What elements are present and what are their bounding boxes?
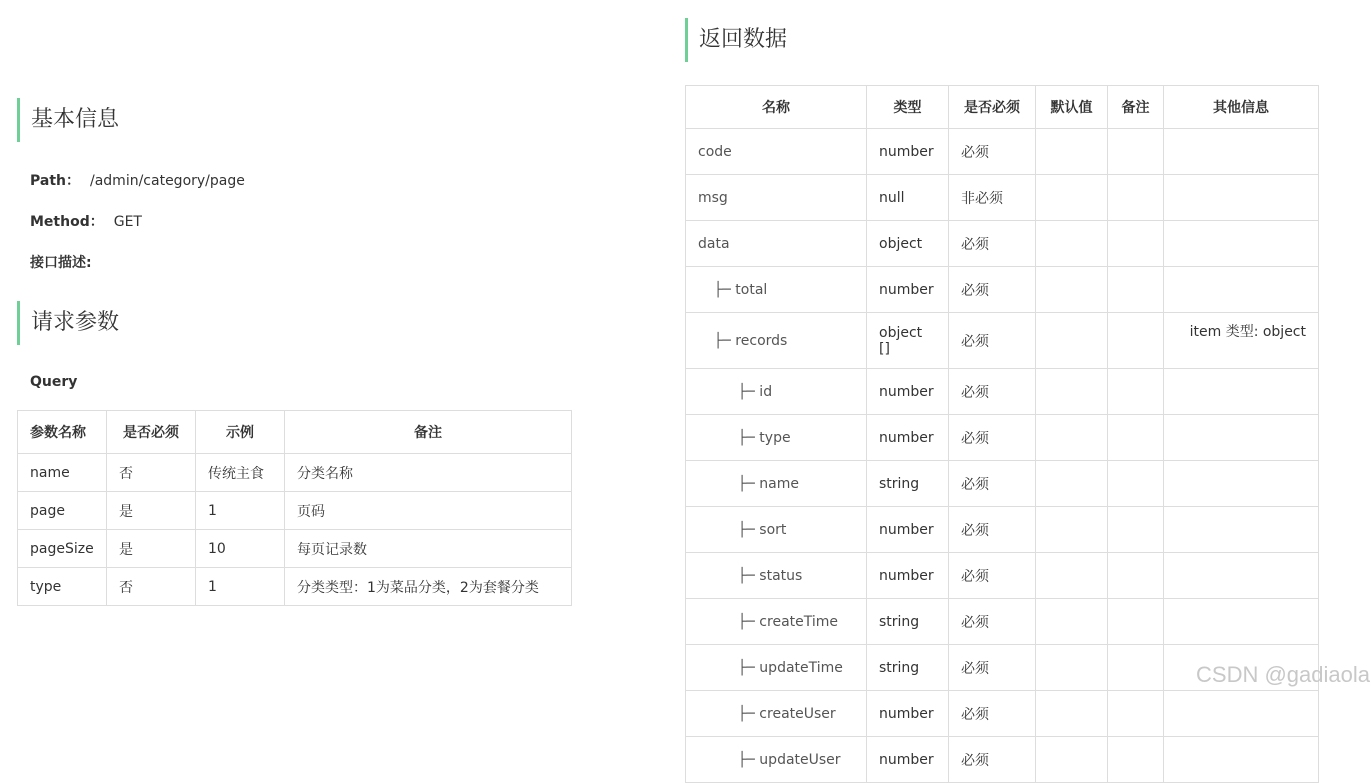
path-row [30, 171, 245, 191]
table-row [686, 461, 1319, 507]
table-cell [1164, 599, 1319, 645]
column-header: 默认值 [1036, 86, 1108, 129]
table-cell: null [867, 175, 949, 221]
table-cell [1036, 461, 1108, 507]
table-cell [1108, 645, 1164, 691]
table-cell: 否 [107, 454, 196, 492]
table-cell [1036, 645, 1108, 691]
table-cell: ├─ total [686, 267, 867, 313]
table-row [686, 507, 1319, 553]
table-cell [1108, 461, 1164, 507]
table-row [686, 221, 1319, 267]
table-cell: 每页记录数 [285, 530, 572, 568]
table-header-row [18, 411, 572, 454]
table-cell [1164, 415, 1319, 461]
table-cell [1108, 599, 1164, 645]
table-cell: 必须 [949, 129, 1036, 175]
table-row [18, 454, 572, 492]
table-cell [1164, 691, 1319, 737]
table-cell [1108, 267, 1164, 313]
table-cell [1036, 553, 1108, 599]
method-value: GET [113, 214, 142, 230]
table-cell: ├─ name [686, 461, 867, 507]
table-cell: ├─ id [686, 369, 867, 415]
method-row [30, 212, 142, 232]
table-cell: 必须 [949, 461, 1036, 507]
watermark: CSDN @gadiaola [1196, 662, 1370, 687]
table-cell [1164, 507, 1319, 553]
table-cell: ├─ status [686, 553, 867, 599]
table-cell: 必须 [949, 691, 1036, 737]
column-header: 是否必须 [107, 411, 196, 454]
table-cell: ├─ updateTime [686, 645, 867, 691]
path-value: /admin/category/page [90, 173, 245, 189]
table-cell: 必须 [949, 507, 1036, 553]
table-cell: 必须 [949, 369, 1036, 415]
table-cell [1164, 369, 1319, 415]
query-params-table [17, 410, 572, 606]
table-cell: number [867, 691, 949, 737]
column-header: 名称 [686, 86, 867, 129]
column-header: 其他信息 [1164, 86, 1319, 129]
table-row [686, 129, 1319, 175]
table-cell: 必须 [949, 645, 1036, 691]
table-cell [1108, 369, 1164, 415]
request-params-title: 请求参数 [17, 301, 119, 345]
table-cell [1108, 415, 1164, 461]
table-cell [1164, 461, 1319, 507]
table-row [686, 415, 1319, 461]
table-cell: item 类型: object [1164, 313, 1319, 369]
table-cell [1036, 313, 1108, 369]
table-row [686, 175, 1319, 221]
table-cell: string [867, 645, 949, 691]
table-cell: 分类类型：1为菜品分类，2为套餐分类 [285, 568, 572, 606]
table-cell [1036, 221, 1108, 267]
table-cell: number [867, 507, 949, 553]
table-cell: 必须 [949, 737, 1036, 783]
table-cell [1108, 691, 1164, 737]
table-cell: data [686, 221, 867, 267]
table-row [686, 313, 1319, 369]
table-cell [1108, 129, 1164, 175]
table-cell [1164, 175, 1319, 221]
table-row [686, 691, 1319, 737]
table-cell [1036, 415, 1108, 461]
table-cell: 必须 [949, 221, 1036, 267]
table-cell: object [867, 221, 949, 267]
table-cell: 必须 [949, 599, 1036, 645]
table-cell [1036, 507, 1108, 553]
table-cell: ├─ records [686, 313, 867, 369]
table-cell [1036, 129, 1108, 175]
table-cell: 是 [107, 492, 196, 530]
table-row [18, 568, 572, 606]
table-cell: number [867, 369, 949, 415]
column-header: 参数名称 [18, 411, 107, 454]
table-row [686, 267, 1319, 313]
table-cell: string [867, 599, 949, 645]
response-data-title: 返回数据 [685, 18, 787, 62]
table-cell: number [867, 267, 949, 313]
table-cell [1164, 129, 1319, 175]
basic-info-title: 基本信息 [17, 98, 119, 142]
table-row [686, 599, 1319, 645]
table-cell [1164, 267, 1319, 313]
table-cell: ├─ updateUser [686, 737, 867, 783]
column-header: 示例 [196, 411, 285, 454]
table-cell [1036, 737, 1108, 783]
table-cell: 必须 [949, 553, 1036, 599]
table-cell: 必须 [949, 313, 1036, 369]
table-cell: pageSize [18, 530, 107, 568]
table-row [686, 369, 1319, 415]
path-label: Path： [30, 173, 80, 189]
table-cell [1164, 737, 1319, 783]
table-cell: string [867, 461, 949, 507]
column-header: 类型 [867, 86, 949, 129]
table-cell: ├─ createUser [686, 691, 867, 737]
table-cell [1036, 175, 1108, 221]
table-cell [1036, 369, 1108, 415]
table-cell [1108, 507, 1164, 553]
table-cell [1036, 267, 1108, 313]
table-cell [1108, 175, 1164, 221]
table-cell [1108, 737, 1164, 783]
method-label: Method： [30, 214, 104, 230]
table-cell: 10 [196, 530, 285, 568]
table-cell: ├─ sort [686, 507, 867, 553]
description-row [30, 253, 102, 273]
table-cell: object [] [867, 313, 949, 369]
table-cell: number [867, 129, 949, 175]
table-cell: type [18, 568, 107, 606]
table-cell: number [867, 415, 949, 461]
table-cell: 传统主食 [196, 454, 285, 492]
table-cell: number [867, 553, 949, 599]
column-header: 备注 [1108, 86, 1164, 129]
table-cell: 必须 [949, 415, 1036, 461]
table-cell: number [867, 737, 949, 783]
table-cell: 否 [107, 568, 196, 606]
table-row [686, 553, 1319, 599]
table-cell: code [686, 129, 867, 175]
table-cell: 分类名称 [285, 454, 572, 492]
table-cell: 页码 [285, 492, 572, 530]
table-cell: 1 [196, 568, 285, 606]
column-header: 是否必须 [949, 86, 1036, 129]
table-cell [1164, 221, 1319, 267]
table-cell [1036, 691, 1108, 737]
table-cell: 1 [196, 492, 285, 530]
table-cell: ├─ createTime [686, 599, 867, 645]
table-row [18, 492, 572, 530]
table-cell [1164, 553, 1319, 599]
table-cell: 必须 [949, 267, 1036, 313]
table-cell [1108, 553, 1164, 599]
description-label: 接口描述: [30, 255, 92, 271]
table-cell: 非必须 [949, 175, 1036, 221]
table-cell: 是 [107, 530, 196, 568]
table-cell [1108, 221, 1164, 267]
table-row [686, 737, 1319, 783]
table-cell: page [18, 492, 107, 530]
table-cell [1036, 599, 1108, 645]
table-cell: msg [686, 175, 867, 221]
table-row [18, 530, 572, 568]
table-header-row [686, 86, 1319, 129]
query-label: Query [30, 374, 78, 390]
table-cell: name [18, 454, 107, 492]
table-cell [1108, 313, 1164, 369]
column-header: 备注 [285, 411, 572, 454]
table-cell: ├─ type [686, 415, 867, 461]
